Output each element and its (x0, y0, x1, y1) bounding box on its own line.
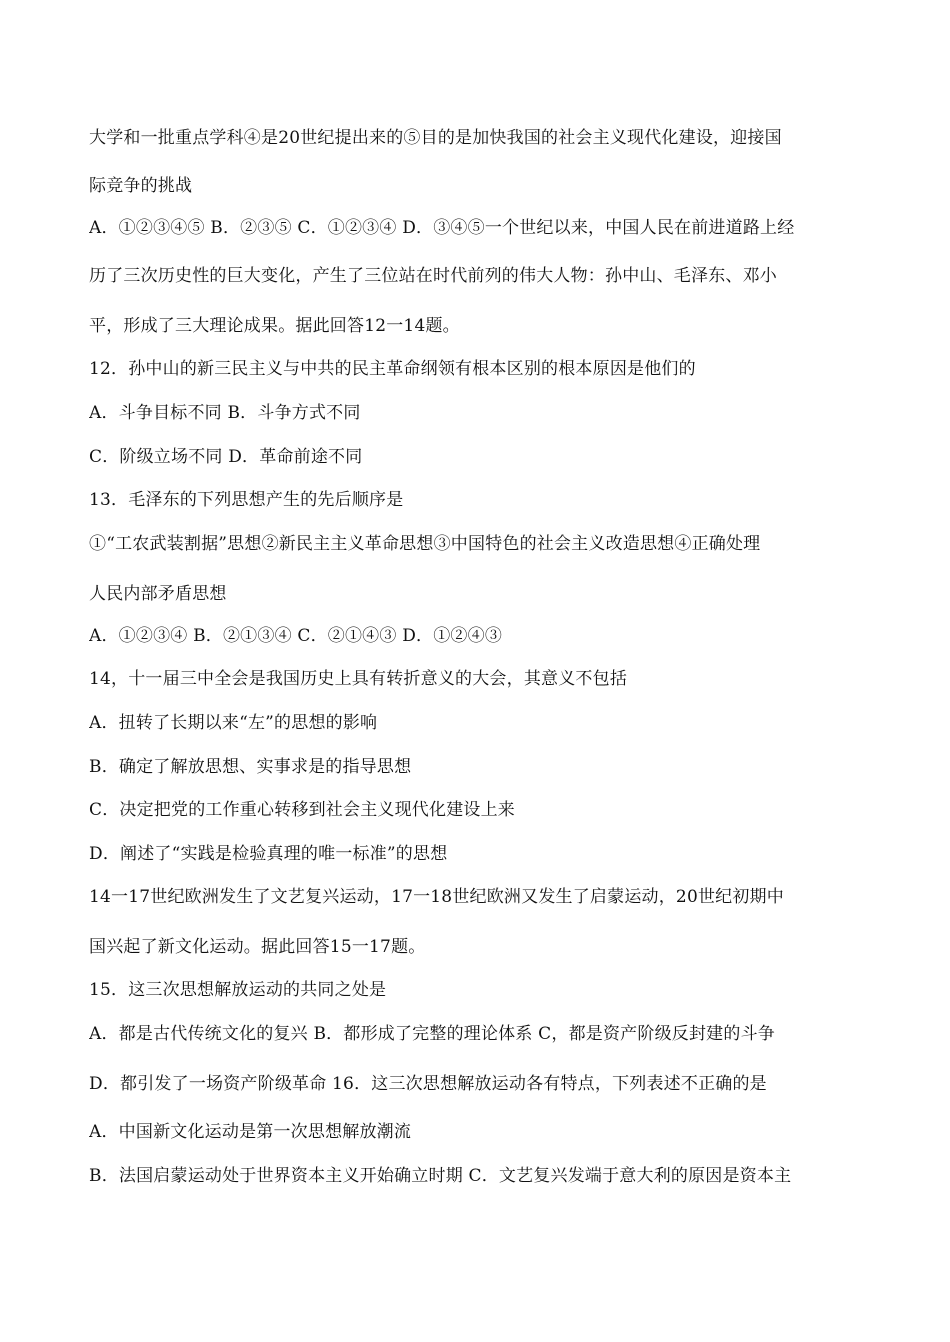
question-13-items-cont: 人民内部矛盾思想 (89, 584, 227, 604)
question-14-option-c: C．决定把党的工作重心转移到社会主义现代化建设上来 (89, 800, 516, 820)
question-12-options-cd: C．阶级立场不同 D．革命前途不同 (89, 447, 363, 467)
question-12-options-ab: A．斗争目标不同 B．斗争方式不同 (89, 403, 361, 423)
question-13-items: ①“工农武装割据”思想②新民主主义革命思想③中国特色的社会主义改造思想④正确处理 (89, 534, 761, 554)
text-line: 历了三次历史性的巨大变化，产生了三位站在时代前列的伟大人物：孙中山、毛泽东、邓小 (89, 266, 777, 286)
question-16-option-a: A．中国新文化运动是第一次思想解放潮流 (89, 1122, 412, 1142)
question-14-option-b: B．确定了解放思想、实事求是的指导思想 (89, 757, 412, 777)
question-16-options-bc: B．法国启蒙运动处于世界资本主义开始确立时期 C．文艺复兴发端于意大利的原因是资本主 (89, 1166, 792, 1186)
question-14-option-d: D．阐述了“实践是检验真理的唯一标准”的思想 (89, 844, 448, 864)
question-14-option-a: A．扭转了长期以来“左”的思想的影响 (89, 713, 378, 733)
question-15-options-abc: A．都是古代传统文化的复兴 B．都形成了完整的理论体系 C，都是资产阶级反封建的斗争 (89, 1024, 775, 1044)
question-13-options: A．①②③④ B．②①③④ C．②①④③ D．①②④③ (89, 626, 503, 646)
question-14: 14，十一届三中全会是我国历史上具有转折意义的大会，其意义不包括 (89, 669, 628, 689)
text-line: 际竞争的挑战 (89, 176, 193, 196)
text-line: A．①②③④⑤ B．②③⑤ C．①②③④ D．③④⑤一个世纪以来，中国人民在前进道路上经 (89, 218, 795, 238)
text-line: 大学和一批重点学科④是20世纪提出来的⑤目的是加快我国的社会主义现代化建设，迎接国 (89, 128, 782, 148)
text-line: 平，形成了三大理论成果。据此回答12一14题。 (89, 316, 460, 336)
question-12: 12．孙中山的新三民主义与中共的民主革命纲领有根本区别的根本原因是他们的 (89, 359, 696, 379)
text-line: 14一17世纪欧洲发生了文艺复兴运动，17一18世纪欧洲又发生了启蒙运动，20世纪初期中 (89, 887, 784, 907)
question-15: 15．这三次思想解放运动的共同之处是 (89, 980, 387, 1000)
question-15-option-d-question-16: D．都引发了一场资产阶级革命 16．这三次思想解放运动各有特点，下列表述不正确的是 (89, 1074, 767, 1094)
text-line: 国兴起了新文化运动。据此回答15一17题。 (89, 937, 426, 957)
question-13: 13．毛泽东的下列思想产生的先后顺序是 (89, 490, 404, 510)
